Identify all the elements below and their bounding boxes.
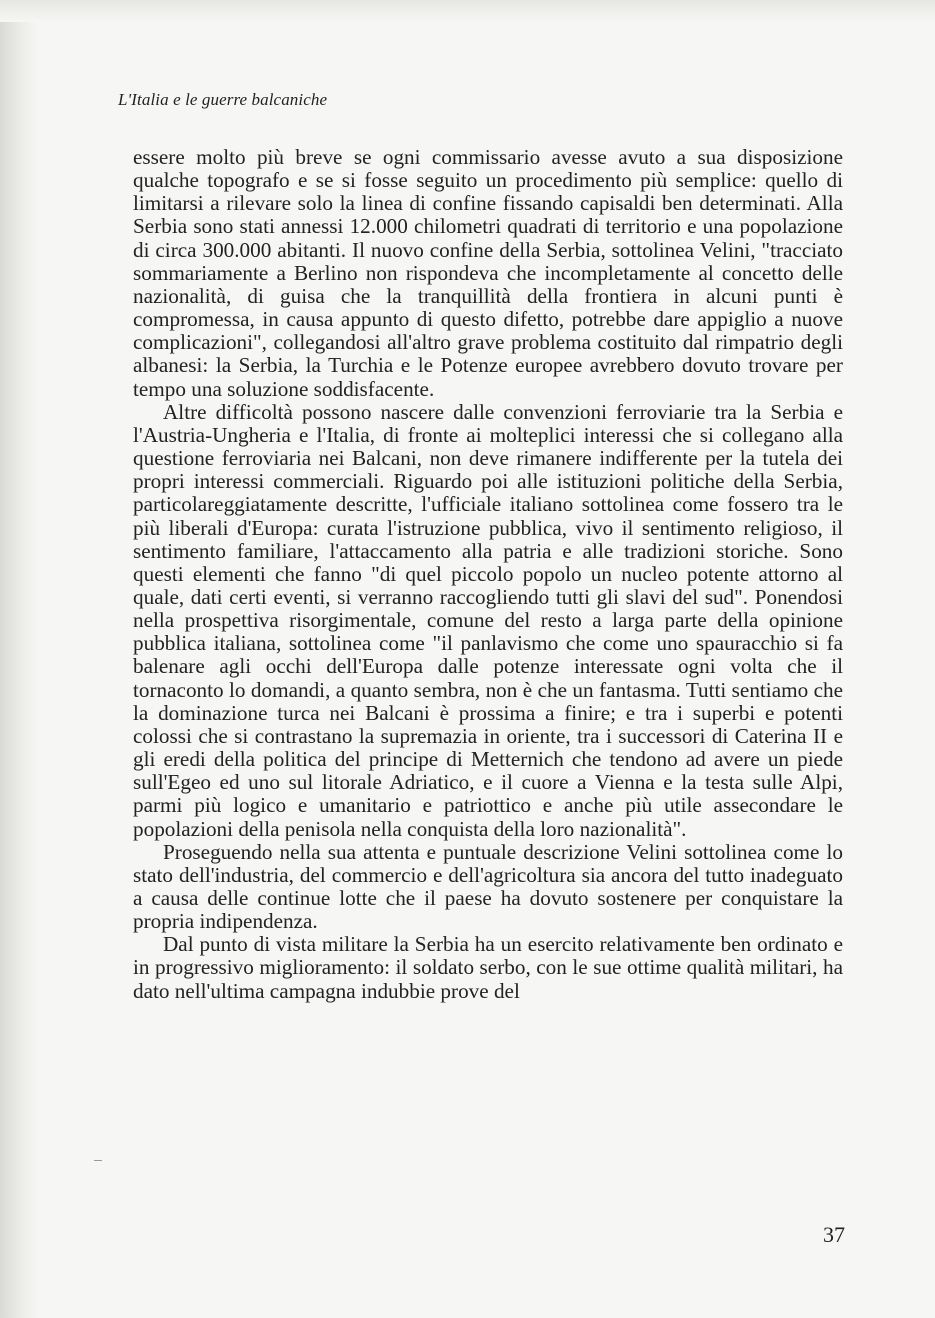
margin-mark (94, 1160, 102, 1161)
running-head: L'Italia e le guerre balcaniche (118, 90, 328, 109)
paragraph-2: Altre difficoltà possono nascere dalle convenzioni ferroviarie tra la Serbia e l'Austria-Ungheria e l'Italia, di fronte ai molteplici interessi che si collegano alla questione ferroviaria nei Balcani, non deve rimanere indifferente per la tutela dei propri interessi commerciali. Riguardo poi alle istituzioni politiche della Serbia, particolareggiatamente descritte, l'ufficiale italiano sottolinea come fossero tra le più liberali d'Europa: curata l'istruzione pubblica, vivo il sentimento religioso, il sentimento familiare, l'attaccamento alla patria e alle tradizioni storiche. Sono questi elementi che fanno "di quel piccolo popolo un nucleo potente attorno al quale, dati certi eventi, si verranno raccogliendo tutti gli slavi del sud". Ponendosi nella prospettiva risorgimentale, comune del resto a larga parte della opinione pubblica italiana, sottolinea come "il panlavismo che come uno spauracchio si fa balenare agli occhi dell'Europa dalle potenze interessate ogni volta che il tornaconto lo domandi, a quanto sembra, non è che un fantasma. Tutti sentiamo che la dominazione turca nei Balcani è prossima a finire; e tra i superbi e potenti colossi che si contrastano la supremazia in oriente, tra i successori di Caterina II e gli eredi della politica del principe di Metternich che tendono ad avere un piede sull'Egeo ed uno sul litorale Adriatico, e il cuore a Vienna e la testa sulle Alpi, parmi più logico e umanitario e patriottico e anche più utile assecondare le popolazioni della penisola nella conquista della loro nazionalità". (133, 399, 843, 841)
body-text (133, 146, 843, 1003)
binding-gutter-shadow (0, 0, 38, 1318)
page-top-shadow (0, 0, 935, 22)
paragraph-4: Dal punto di vista militare la Serbia ha un esercito relativamente ben ordinato e in progressivo miglioramento: il soldato serbo, con le sue ottime qualità militari, ha dato nell'ultima campagna indubbie prove del (133, 932, 843, 1003)
paragraph-1: essere molto più breve se ogni commissario avesse avuto a sua disposizione qualche topografo e se si fosse seguito un procedimento più semplice: quello di limitarsi a rilevare solo la linea di confine fissando capisaldi ben determinati. Alla Serbia sono stati annessi 12.000 chilometri quadrati di territorio e una popolazione di circa 300.000 abitanti. Il nuovo confine della Serbia, sottolinea Velini, "tracciato sommariamente a Berlino non rispondeva che incompletamente al concetto delle nazionalità, di guisa che la tranquillità della frontiera in alcuni punti è compromessa, in causa appunto di questo difetto, potrebbe dare appiglio a nuove complicazioni", collegandosi all'altro grave problema costituito dal rimpatrio degli albanesi: la Serbia, la Turchia e le Potenze europee avrebbero dovuto trovare per tempo una soluzione soddisfacente. (133, 145, 843, 401)
page-number: 37 (823, 1222, 845, 1247)
paragraph-3: Proseguendo nella sua attenta e puntuale descrizione Velini sottolinea come lo stato dell'industria, del commercio e dell'agricoltura sia ancora del tutto inadeguato a causa delle continue lotte che il paese ha dovuto sostenere per conquistare la propria indipendenza. (133, 839, 843, 934)
